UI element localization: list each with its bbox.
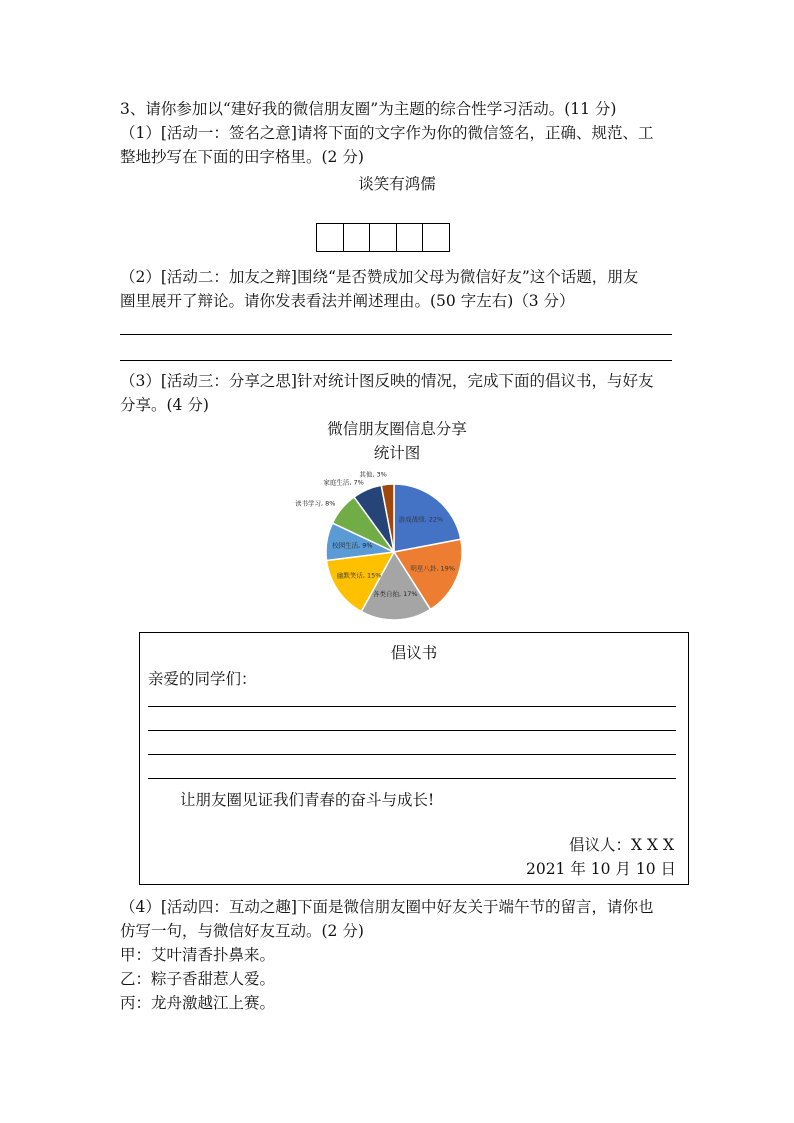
tianzige-grid[interactable] bbox=[316, 223, 450, 252]
part2-line1: （2）[活动二：加友之辩]围绕“是否赞成加父母为微信好友”这个话题，朋友 bbox=[120, 268, 639, 286]
chart-subtitle: 统计图 bbox=[373, 444, 421, 462]
part4-item-a: 甲：艾叶清香扑鼻来。 bbox=[120, 946, 276, 964]
grid-cell[interactable] bbox=[370, 224, 397, 251]
part1-line2: 整地抄写在下面的田字格里。(2 分) bbox=[120, 148, 364, 166]
part4-item-b: 乙：粽子香甜惹人爱。 bbox=[120, 970, 276, 988]
pie-slice-label: 校园生活, 9% bbox=[332, 541, 373, 550]
part1-line1: （1）[活动一：签名之意]请将下面的文字作为你的微信签名，正确、规范、工 bbox=[120, 124, 654, 142]
proposal-greeting: 亲爱的同学们： bbox=[148, 670, 257, 688]
signature-phrase: 谈笑有鸿儒 bbox=[358, 175, 436, 193]
grid-cell[interactable] bbox=[344, 224, 371, 251]
answer-line[interactable] bbox=[120, 334, 672, 335]
answer-line[interactable] bbox=[120, 360, 672, 361]
proposal-title: 倡议书 bbox=[390, 644, 438, 662]
part3-line1: （3）[活动三：分享之思]针对统计图反映的情况，完成下面的倡议书，与好友 bbox=[120, 372, 654, 390]
proposal-signer: 倡议人：X X X bbox=[569, 836, 674, 854]
part4-item-c: 丙：龙舟激越江上赛。 bbox=[120, 994, 276, 1012]
part3-line2: 分享。(4 分) bbox=[120, 396, 209, 414]
pie-slice-label: 读书学习, 8% bbox=[294, 499, 336, 508]
grid-cell[interactable] bbox=[423, 224, 449, 251]
proposal-line[interactable] bbox=[148, 754, 676, 755]
question-title: 3、请你参加以“建好我的微信朋友圈”为主题的综合性学习活动。(11 分) bbox=[120, 100, 617, 118]
pie-slice-label: 家庭生活, 7% bbox=[323, 478, 364, 487]
grid-cell[interactable] bbox=[397, 224, 424, 251]
part4-line1: （4）[活动四：互动之趣]下面是微信朋友圈中好友关于端午节的留言，请你也 bbox=[120, 898, 654, 916]
proposal-box bbox=[139, 632, 689, 885]
proposal-line[interactable] bbox=[148, 778, 676, 779]
proposal-line[interactable] bbox=[148, 706, 676, 707]
proposal-line[interactable] bbox=[148, 730, 676, 731]
pie-chart bbox=[290, 460, 510, 630]
pie-slice-label: 其他, 3% bbox=[359, 470, 387, 479]
pie-slice-label: 各类自拍, 17% bbox=[373, 590, 418, 599]
pie-slice-label: 游戏战绩, 22% bbox=[398, 515, 444, 524]
chart-title: 微信朋友圈信息分享 bbox=[327, 420, 467, 438]
part2-line2: 圈里展开了辩论。请你发表看法并阐述理由。(50 字左右)（3 分） bbox=[120, 292, 575, 310]
proposal-date: 2021 年 10 月 10 日 bbox=[525, 860, 676, 878]
pie-slice-label: 幽默笑话, 15% bbox=[336, 571, 382, 580]
pie-slice-label: 明星八卦, 19% bbox=[410, 564, 455, 573]
grid-cell[interactable] bbox=[317, 224, 344, 251]
proposal-slogan: 让朋友圈见证我们青春的奋斗与成长! bbox=[180, 791, 435, 809]
part4-line2: 仿写一句，与微信好友互动。(2 分) bbox=[120, 922, 364, 940]
